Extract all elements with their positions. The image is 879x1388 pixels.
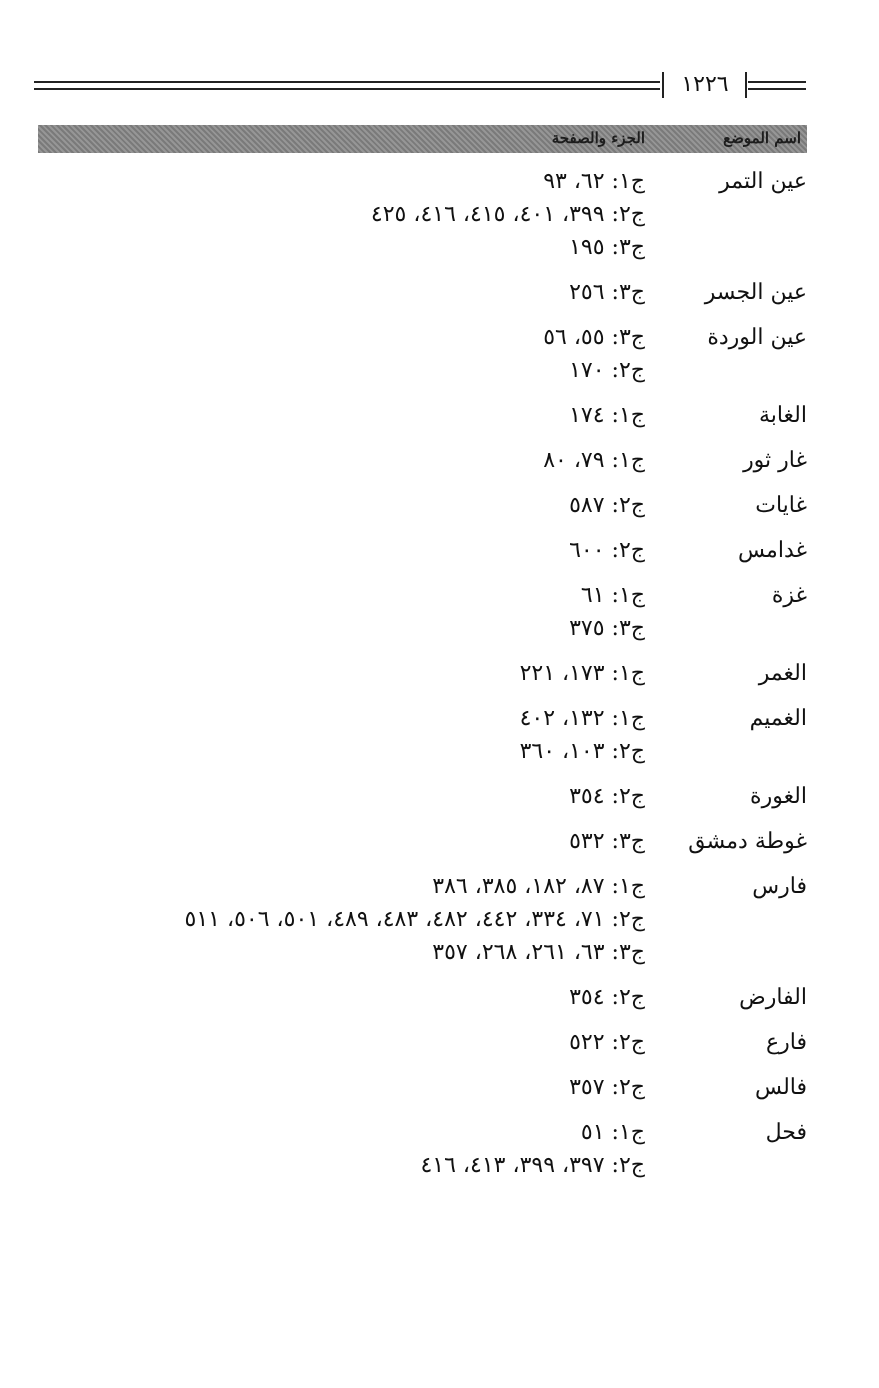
page-number: ١٢٢٦ <box>681 72 729 97</box>
volume-page-ref: ج١: ١٧٣، ٢٢١ <box>519 661 645 686</box>
index-entry <box>0 1026 879 1059</box>
place-name: فحل <box>765 1120 807 1145</box>
volume-page-ref: ج١: ٥١ <box>580 1120 645 1145</box>
place-name: الغابة <box>758 403 807 428</box>
volume-page-ref: ج٢: ٥٢٢ <box>569 1030 645 1055</box>
place-name: عين الوردة <box>707 325 807 350</box>
header-bar-right <box>745 72 747 98</box>
volume-page-ref: ج٢: ٧١، ٣٣٤، ٤٤٢، ٤٨٢، ٤٨٣، ٤٨٩، ٥٠١، ٥٠٦، ٥١١ <box>184 907 645 932</box>
place-name: غدامس <box>738 538 807 563</box>
volume-page-ref: ج٣: ٦٣، ٢٦١، ٢٦٨، ٣٥٧ <box>432 940 645 965</box>
volume-page-ref: ج٣: ٢٥٦ <box>569 280 645 305</box>
page-header <box>34 72 806 98</box>
volume-page-ref: ج١: ١٧٤ <box>569 403 645 428</box>
place-name: الغمر <box>758 661 807 686</box>
volume-page-ref: ج١: ١٣٢، ٤٠٢ <box>519 706 645 731</box>
place-name: فارس <box>752 874 807 899</box>
index-entry <box>0 1071 879 1104</box>
index-entry <box>0 870 879 969</box>
place-name: غزة <box>771 583 807 608</box>
place-name: فارع <box>766 1030 807 1055</box>
volume-page-ref: ج٢: ٣٥٤ <box>569 985 645 1010</box>
index-entry <box>0 165 879 264</box>
index-entry <box>0 702 879 768</box>
volume-page-ref: ج٣: ٣٧٥ <box>569 616 645 641</box>
volume-page-ref: ج٢: ١٧٠ <box>569 358 645 383</box>
index-entry <box>0 780 879 813</box>
place-name: عين الجسر <box>704 280 807 305</box>
volume-page-ref: ج٢: ٣٩٩، ٤٠١، ٤١٥، ٤١٦، ٤٢٥ <box>370 202 645 227</box>
index-entry <box>0 444 879 477</box>
volume-page-ref: ج٣: ٥٣٢ <box>569 829 645 854</box>
volume-page-ref: ج٢: ٣٩٧، ٣٩٩، ٤١٣، ٤١٦ <box>420 1153 645 1178</box>
volume-page-ref: ج٢: ١٠٣، ٣٦٠ <box>519 739 645 764</box>
index-entry <box>0 399 879 432</box>
column-heading-band <box>38 125 807 153</box>
volume-page-ref: ج١: ٦١ <box>580 583 645 608</box>
place-name: عين التمر <box>719 169 807 194</box>
volume-page-ref: ج٣: ٥٥، ٥٦ <box>543 325 645 350</box>
place-name: فالس <box>755 1075 807 1100</box>
place-name: الغميم <box>749 706 807 731</box>
index-entry <box>0 534 879 567</box>
place-name: غايات <box>755 493 807 518</box>
index-entry <box>0 981 879 1014</box>
place-name: غار ثور <box>743 448 807 473</box>
volume-page-ref: ج٢: ٥٨٧ <box>569 493 645 518</box>
volume-page-ref: ج٣: ١٩٥ <box>569 235 645 260</box>
volume-page-ref: ج١: ٦٢، ٩٣ <box>543 169 645 194</box>
index-entry <box>0 825 879 858</box>
place-name: الغورة <box>750 784 807 809</box>
place-name: الفارض <box>739 985 807 1010</box>
heading-place-name: اسم الموضع <box>723 129 801 147</box>
index-entry <box>0 579 879 645</box>
header-rule-right <box>748 81 806 90</box>
heading-volume-page: الجزء والصفحة <box>551 129 645 147</box>
index-entry <box>0 1116 879 1182</box>
header-rule-left <box>34 81 660 90</box>
volume-page-ref: ج٢: ٣٥٤ <box>569 784 645 809</box>
index-entry <box>0 489 879 522</box>
index-entry <box>0 657 879 690</box>
index-entries <box>0 165 879 1194</box>
volume-page-ref: ج١: ٨٧، ١٨٢، ٣٨٥، ٣٨٦ <box>432 874 645 899</box>
volume-page-ref: ج٢: ٣٥٧ <box>569 1075 645 1100</box>
volume-page-ref: ج٢: ٦٠٠ <box>569 538 645 563</box>
place-name: غوطة دمشق <box>688 829 807 854</box>
index-entry <box>0 321 879 387</box>
header-bar-left <box>662 72 664 98</box>
index-entry <box>0 276 879 309</box>
volume-page-ref: ج١: ٧٩، ٨٠ <box>543 448 645 473</box>
